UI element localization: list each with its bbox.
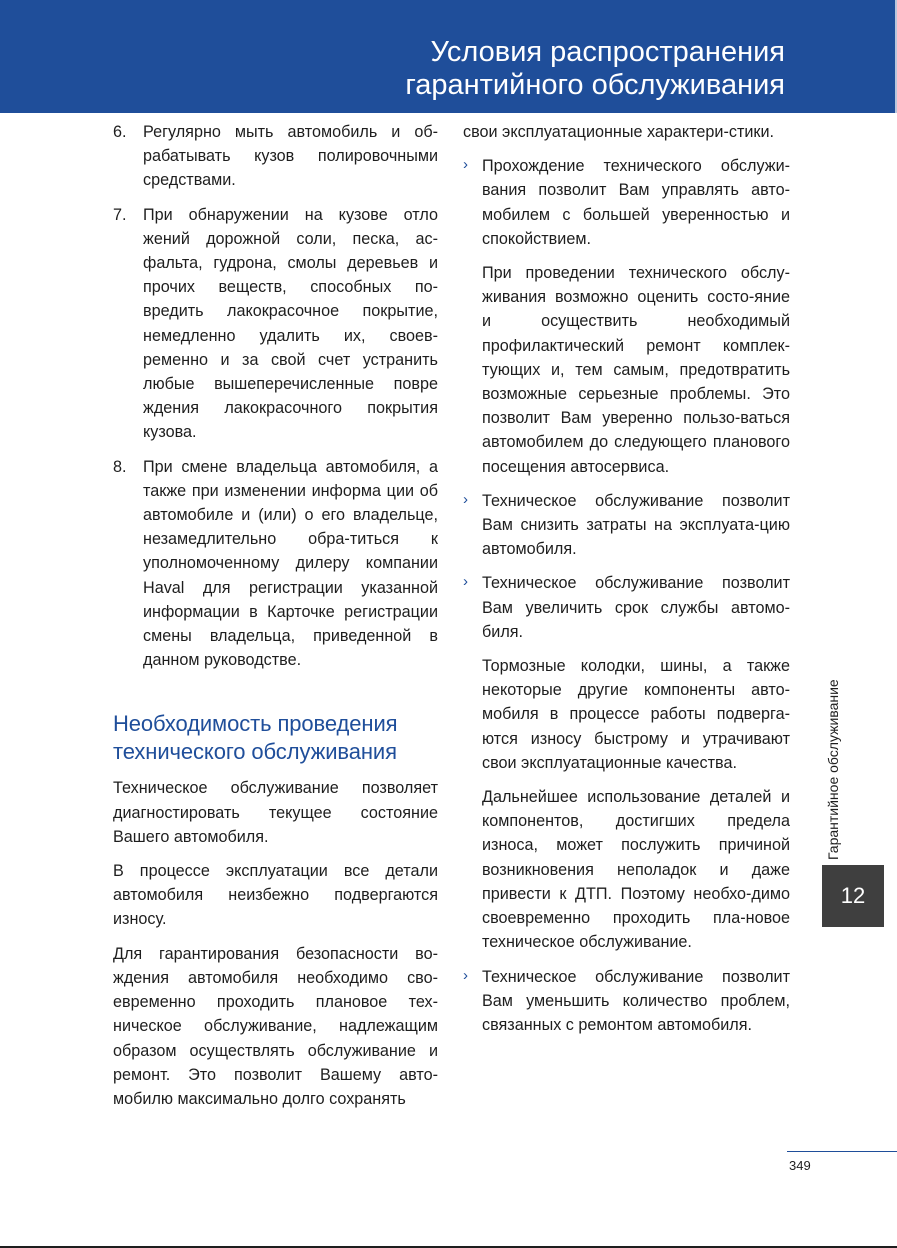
bullet-text: Техническое обслуживание позволит Вам уменьшить количество проблем, связанных с ремонтом автомобиля.	[482, 967, 790, 1034]
chapter-label: Гарантийное обслуживание	[825, 679, 841, 860]
section-heading-line-2: технического обслуживания	[113, 739, 397, 765]
chevron-right-icon: ›	[463, 490, 468, 508]
page-header	[0, 0, 895, 113]
chapter-number-badge	[822, 865, 884, 927]
item-number: 8.	[113, 457, 127, 476]
chevron-right-icon: ›	[463, 573, 468, 591]
paragraph-continuation: свои эксплуатационные характери-стики.	[463, 123, 775, 141]
footer-divider	[787, 1151, 897, 1152]
bullet-text: Техническое обслуживание позволит Вам снизить затраты на эксплуата-цию автомобиля.	[482, 491, 790, 559]
bullet-item	[463, 154, 790, 251]
chapter-number: 12	[840, 883, 866, 908]
bullet-item	[463, 489, 790, 562]
numbered-item	[113, 120, 438, 193]
paragraph: В процессе эксплуатации все детали автомобиля неизбежно подвергаются износу.	[113, 862, 438, 929]
item-number: 7.	[113, 205, 127, 224]
bullet-subparagraph: При проведении технического обслу-живания возможно оценить состо-яние и осуществить необходимый профилактический ремонт комплек-тующих и, тем самым, предотвратить возможные серьезные проблемы. Это позволит Вам уверенно пользо-ваться автомобилем до следующего планового посещения автосервиса.	[482, 264, 790, 476]
item-text: При обнаружении на кузове отло жений дорожной соли, песка, ас-фальта, гудрона, смолы деревьев и прочих веществ, способных по-вредить лакокрасочное покрытие, немедленно удалить их, своев-ременно и за свой счет устранить любые вышеперечисленные повре ждения лакокрасочного покрытия кузова.	[143, 205, 438, 442]
bullet-item	[463, 965, 790, 1038]
page-title	[405, 36, 785, 102]
bullet-text: Техническое обслуживание позволит Вам увеличить срок службы автомо-биля.	[482, 574, 790, 641]
numbered-item	[113, 203, 438, 445]
bullet-subparagraph: Дальнейшее использование деталей и компонентов, достигших предела износа, может послужить причиной возникновения неполадок и даже привести к ДТП. Поэтому необхо-димо своевременно проходить пла-новое техническое обслуживание.	[482, 788, 790, 952]
item-text: При смене владельца автомобиля, а также при изменении информа ции об автомобиле и (или) о его владельце, незамедлительно обра-титься к уполномоченному дилеру компании Haval для регистрации указанной информации в Карточке регистрации смены владельца, приведенной в данном руководстве.	[143, 457, 438, 670]
bullet-text: Прохождение технического обслужи-вания позволит Вам управлять авто-мобилем с большей уверенностью и спокойствием.	[482, 157, 790, 248]
right-column	[463, 120, 790, 1047]
numbered-item	[113, 455, 438, 673]
page-title-line-1: Условия распространения	[430, 36, 785, 68]
paragraph: Для гарантирования безопасности во-ждения автомобиля необходимо сво-евременно проходить плановое тех-ническое обслуживание, надлежащим образом осуществлять обслуживание и ремонт. Это позволит Вашему авто-мобилю максимально долго сохранять	[113, 944, 438, 1108]
paragraph: Техническое обслуживание позволяет диагностировать текущее состояние Вашего автомобиля.	[113, 779, 438, 846]
item-number: 6.	[113, 123, 127, 141]
bullet-subparagraph: Тормозные колодки, шины, а также некоторые другие компоненты авто-мобиля в процессе работы подверга-ются износу быстрому и утрачивают свои эксплуатационные качества.	[482, 657, 790, 772]
section-heading-line-1: Необходимость проведения	[113, 711, 398, 737]
page-number: 349	[789, 1158, 811, 1173]
page-title-line-2: гарантийного обслуживания	[405, 69, 785, 101]
section-heading	[113, 710, 438, 766]
left-column	[113, 120, 438, 1121]
bullet-item	[463, 571, 790, 644]
item-text: Регулярно мыть автомобиль и об-рабатывать кузов полировочными средствами.	[143, 123, 438, 190]
chevron-right-icon: ›	[463, 966, 468, 984]
chevron-right-icon: ›	[463, 156, 468, 174]
